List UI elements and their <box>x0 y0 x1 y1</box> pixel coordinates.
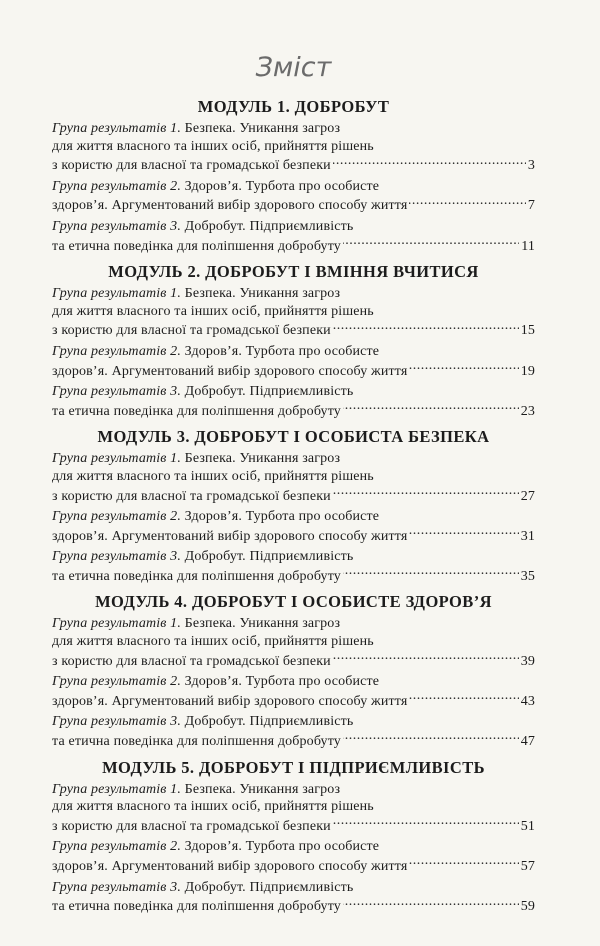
entry-last-line <box>52 856 535 876</box>
entry-title-end: з користю для власної та громадської безпеки <box>52 488 331 504</box>
entry-first-line <box>52 879 535 897</box>
entry-last-line <box>52 651 535 671</box>
entry-middle-line: для життя власного та інших осіб, прийняття рішень <box>52 468 374 484</box>
entry-title-end: та етична поведінка для поліпшення добробуту <box>52 899 341 915</box>
toc-entry[interactable] <box>52 508 535 545</box>
toc-entry[interactable] <box>52 285 535 340</box>
dot-leader <box>409 526 518 540</box>
entry-first-line <box>52 450 535 468</box>
entry-title-start: Добробут. Підприємливість <box>184 714 354 730</box>
entry-first-line <box>52 383 535 401</box>
module-section <box>52 426 535 585</box>
module-section <box>52 757 535 916</box>
entry-last-line <box>52 526 535 546</box>
entry-title-end: здоров’я. Аргументований вибір здорового способу життя <box>52 363 408 379</box>
page-number[interactable]: 59 <box>520 899 535 915</box>
toc-entry[interactable] <box>52 450 535 505</box>
entry-middle-line: для життя власного та інших осіб, прийняття рішень <box>52 799 374 815</box>
page-number[interactable]: 43 <box>520 693 535 709</box>
entry-title-end: здоров’я. Аргументований вибір здорового способу життя <box>52 198 408 214</box>
entry-first-line <box>52 285 535 303</box>
group-label: Група результатів 3. <box>52 879 181 895</box>
entry-last-line <box>52 195 535 215</box>
group-label: Група результатів 2. <box>52 178 181 194</box>
page-number[interactable]: 51 <box>520 818 535 834</box>
entry-last-line <box>52 155 535 175</box>
dot-leader <box>333 486 519 500</box>
group-label: Група результатів 3. <box>52 218 181 234</box>
module-heading: МОДУЛЬ 5. ДОБРОБУТ І ПІДПРИЄМЛИВІСТЬ <box>102 757 485 777</box>
toc-entry[interactable] <box>52 673 535 710</box>
entry-first-line <box>52 781 535 799</box>
group-label: Група результатів 2. <box>52 343 181 359</box>
entry-first-line <box>52 838 535 856</box>
page-number[interactable]: 11 <box>521 238 535 254</box>
page-number[interactable]: 7 <box>527 198 535 214</box>
toc-entry[interactable] <box>52 713 535 750</box>
entry-title-start: Добробут. Підприємливість <box>184 549 354 565</box>
entry-title-end: з користю для власної та громадської безпеки <box>52 323 331 339</box>
dot-leader <box>343 236 519 250</box>
toc-entry[interactable] <box>52 178 535 215</box>
toc-entry[interactable] <box>52 838 535 875</box>
dot-leader <box>333 155 526 169</box>
entry-first-line <box>52 218 535 236</box>
entry-first-line <box>52 713 535 731</box>
page-number[interactable]: 19 <box>520 363 535 379</box>
page-number[interactable]: 27 <box>520 488 535 504</box>
dot-leader <box>333 816 519 830</box>
entry-last-line <box>52 236 535 256</box>
entry-title-end: здоров’я. Аргументований вибір здорового способу життя <box>52 859 408 874</box>
group-label: Група результатів 2. <box>52 509 181 525</box>
entry-first-line <box>52 508 535 526</box>
module-heading: МОДУЛЬ 1. ДОБРОБУТ <box>197 97 390 116</box>
page-number[interactable]: 31 <box>520 528 535 544</box>
entry-last-line <box>52 401 535 421</box>
page-number[interactable]: 15 <box>520 323 535 339</box>
entry-title-end: здоров’я. Аргументований вибір здорового способу життя <box>52 528 408 544</box>
group-label: Група результатів 1. <box>52 781 181 797</box>
entry-title-end: здоров’я. Аргументований вибір здорового способу життя <box>52 693 408 709</box>
toc-entry[interactable] <box>52 343 535 380</box>
entry-title-start: Здоров’я. Турбота про особисте <box>184 509 380 525</box>
group-label: Група результатів 3. <box>52 549 181 565</box>
entry-title-end: з користю для власної та громадської безпеки <box>52 818 331 834</box>
group-label: Група результатів 2. <box>52 674 181 690</box>
page-number[interactable]: 57 <box>520 859 535 874</box>
entry-title-start: Безпека. Уникання загроз <box>184 286 341 302</box>
toc-entry[interactable] <box>52 548 535 585</box>
module-section <box>52 96 535 255</box>
dot-leader <box>343 896 519 910</box>
group-label: Група результатів 3. <box>52 384 181 400</box>
entry-first-line <box>52 673 535 691</box>
dot-leader <box>409 361 518 375</box>
toc-entry[interactable] <box>52 120 535 175</box>
dot-leader <box>409 195 525 209</box>
group-label: Група результатів 1. <box>52 616 181 632</box>
entry-title-end: та етична поведінка для поліпшення добробуту <box>52 734 341 750</box>
dot-leader <box>343 566 519 580</box>
table-of-contents <box>52 48 535 922</box>
page-number[interactable]: 35 <box>520 568 535 584</box>
dot-leader <box>333 320 519 334</box>
entry-title-start: Здоров’я. Турбота про особисте <box>184 839 380 855</box>
group-label: Група результатів 1. <box>52 121 181 136</box>
entry-title-end: та етична поведінка для поліпшення добробуту <box>52 403 341 419</box>
dot-leader <box>343 731 519 745</box>
dot-leader <box>409 691 518 705</box>
page-number[interactable]: 47 <box>520 734 535 750</box>
module-section <box>52 261 535 420</box>
entry-last-line <box>52 320 535 340</box>
entry-first-line <box>52 548 535 566</box>
entry-title-start: Добробут. Підприємливість <box>184 879 354 895</box>
toc-entry[interactable] <box>52 781 535 836</box>
entry-title-end: та етична поведінка для поліпшення добробуту <box>52 568 341 584</box>
group-label: Група результатів 1. <box>52 286 181 302</box>
entry-title-start: Здоров’я. Турбота про особисте <box>184 343 380 359</box>
toc-entry[interactable] <box>52 615 535 670</box>
entry-last-line <box>52 816 535 836</box>
entry-last-line <box>52 566 535 586</box>
entry-middle-line: для життя власного та інших осіб, прийняття рішень <box>52 138 374 154</box>
entry-title-end: та етична поведінка для поліпшення добробуту <box>52 238 341 254</box>
dot-leader <box>333 651 519 665</box>
entry-first-line <box>52 120 535 138</box>
entry-first-line <box>52 615 535 633</box>
module-heading: МОДУЛЬ 3. ДОБРОБУТ І ОСОБИСТА БЕЗПЕКА <box>97 427 490 447</box>
entry-last-line <box>52 486 535 506</box>
module-list <box>52 96 535 916</box>
toc-entry[interactable] <box>52 383 535 420</box>
entry-last-line <box>52 361 535 381</box>
page-number[interactable]: 3 <box>527 158 535 174</box>
toc-entry[interactable] <box>52 879 535 916</box>
entry-title-start: Безпека. Уникання загроз <box>184 616 341 632</box>
page-number[interactable]: 23 <box>520 403 535 419</box>
entry-title-start: Безпека. Уникання загроз <box>184 781 341 797</box>
entry-middle-line: для життя власного та інших осіб, прийняття рішень <box>52 303 374 319</box>
entry-middle-line: для життя власного та інших осіб, прийняття рішень <box>52 634 374 650</box>
entry-title-start: Здоров’я. Турбота про особисте <box>184 178 380 194</box>
dot-leader <box>409 856 518 870</box>
module-heading: МОДУЛЬ 4. ДОБРОБУТ І ОСОБИСТЕ ЗДОРОВ’Я <box>95 592 492 612</box>
group-label: Група результатів 2. <box>52 839 181 855</box>
entry-title-start: Безпека. Уникання загроз <box>184 451 341 467</box>
group-label: Група результатів 1. <box>52 451 181 467</box>
entry-last-line <box>52 691 535 711</box>
toc-entry[interactable] <box>52 218 535 255</box>
entry-last-line <box>52 896 535 916</box>
entry-first-line <box>52 178 535 196</box>
entry-title-start: Здоров’я. Турбота про особисте <box>184 674 380 690</box>
entry-title-start: Безпека. Уникання загроз <box>184 121 341 136</box>
entry-title-start: Добробут. Підприємливість <box>184 384 354 400</box>
group-label: Група результатів 3. <box>52 714 181 730</box>
module-section <box>52 591 535 750</box>
entry-first-line <box>52 343 535 361</box>
module-heading: МОДУЛЬ 2. ДОБРОБУТ І ВМІННЯ ВЧИТИСЯ <box>108 262 479 282</box>
entry-title-start: Добробут. Підприємливість <box>184 218 354 234</box>
page-number[interactable]: 39 <box>520 653 535 669</box>
dot-leader <box>343 401 519 415</box>
entry-title-end: з користю для власної та громадської безпеки <box>52 158 331 174</box>
page-title: Зміст <box>255 52 332 83</box>
entry-last-line <box>52 731 535 751</box>
entry-title-end: з користю для власної та громадської безпеки <box>52 653 331 669</box>
